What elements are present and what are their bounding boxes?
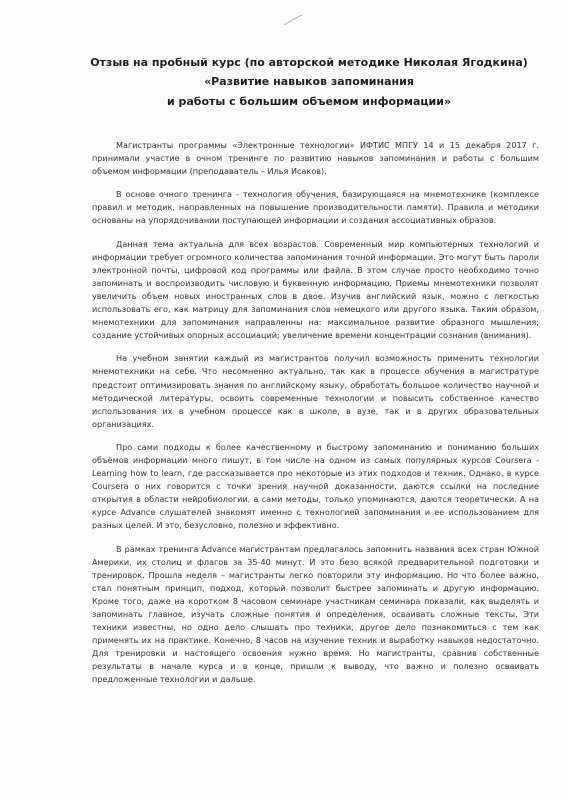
paragraph-3: Данная тема актуальна для всех возрастов. Современный мир компьютерных технологий и информации требует огромного количества запоминания точной информации. Это могут быть пароли электронной почты, цифровой код программы или файла. В этом случае просто необходимо точно запоминать и воспроизводить числовую и буквенную информацию. Приемы мнемотехники позволят увеличить объем новых иностранных слов в двое. Изучив английский язык, можно с легкостью использовать его, как матрицу для запоминания слов немецкого или другого языка. Таким образом, мнемотехники для запоминания направленны на: максимальное развитие образного мышления; создание устойчивых опорных ассоциаций; увеличение времени концентрации сознания (внимания). (92, 238, 539, 341)
paragraph-2: В основе очного тренинга - технология обучения, базирующаяся на мнемотехнике (комплексе правил и методик, направленных на повышение производительности памяти). Правила и методики основаны на упорядочивании поступающей информации и создания ассоциативных образов. (92, 189, 539, 226)
document-title: Отзыв на пробный курс (по авторской методике Николая Ягодкина) (90, 56, 528, 69)
paragraph-6: В рамках тренинга Advance магистрантам предлагалось запомнить названия всех стран Южной Америки, их столиц и флагов за 35-40 минут. И это безо всякой предварительной подготовки и тренировок. Прошла неделя – магистранты легко повторили эту информацию. Но что более важно, стал понятным принцип, подход, который позволит быстрее запоминать и другую информацию. Кроме того, даже на коротком 8 часовом семинаре участникам семинара показали, как выделять и запоминать главное, изучать сложные понятия и определения, осваивать сложные тексты. Эти техники известны, но одно дело слышать про техники, другое дело познакомиться с тем как применять их на практике. Конечно, 8 часов на изучение техник и выработку навыков недостаточно. Для тренировки и настоящего освоения нужно время. Но магистранты, сравнив собственные результаты в начале курса и в конце, пришли к выводу, что важно и полезно осваивать предложенные технологии и дальше. (92, 543, 539, 685)
course-title-line2: и работы с большим объемом информации» (166, 95, 452, 108)
handwritten-mark-icon (283, 14, 303, 26)
course-title-line1: «Развитие навыков запоминания (204, 75, 414, 88)
document-body (92, 139, 539, 697)
paragraph-1: Магистранты программы «Электронные технологии» ИФТИС МПГУ 14 и 15 декабря 2017 г. принимали участие в очном тренинге по развитию навыков запоминания и работы с большим объемом информации (преподаватель – Илья Исаков). (92, 140, 539, 177)
paragraph-5: Про сами подходы к более качественному и быстрому запоминанию и пониманию больших объёмов информации много пишут, в том числе на одном из самых популярных курсов Coursera - Learning how to learn, где рассказывается про некоторые из этих подходов и техник. Однако, в курсе Coursera о них говорится с точки зрения научной доказанности, даются ссылки на последние открытия в области нейробиологии, а сами методы, только упоминаются, даются теоретически. А на курсе Advance слушателей знакомят именно с технологией запоминания и ее использованием для разных целей. И это, безусловно, полезно и эффективно. (92, 441, 539, 531)
paragraph-4: На учебном занятии каждый из магистрантов получил возможность применить технологии мнемотехники на себе. Что несомненно актуально, так как в процессе обучения в магистратуре предстоит оптимизировать знания по английскому языку, обработать большое количество научной и методической литературы, освоить современные технологии и повысить собственное качество использования их в учебном процессе как в школе, в вузе, так и в других образовательных организациях. (92, 353, 539, 429)
